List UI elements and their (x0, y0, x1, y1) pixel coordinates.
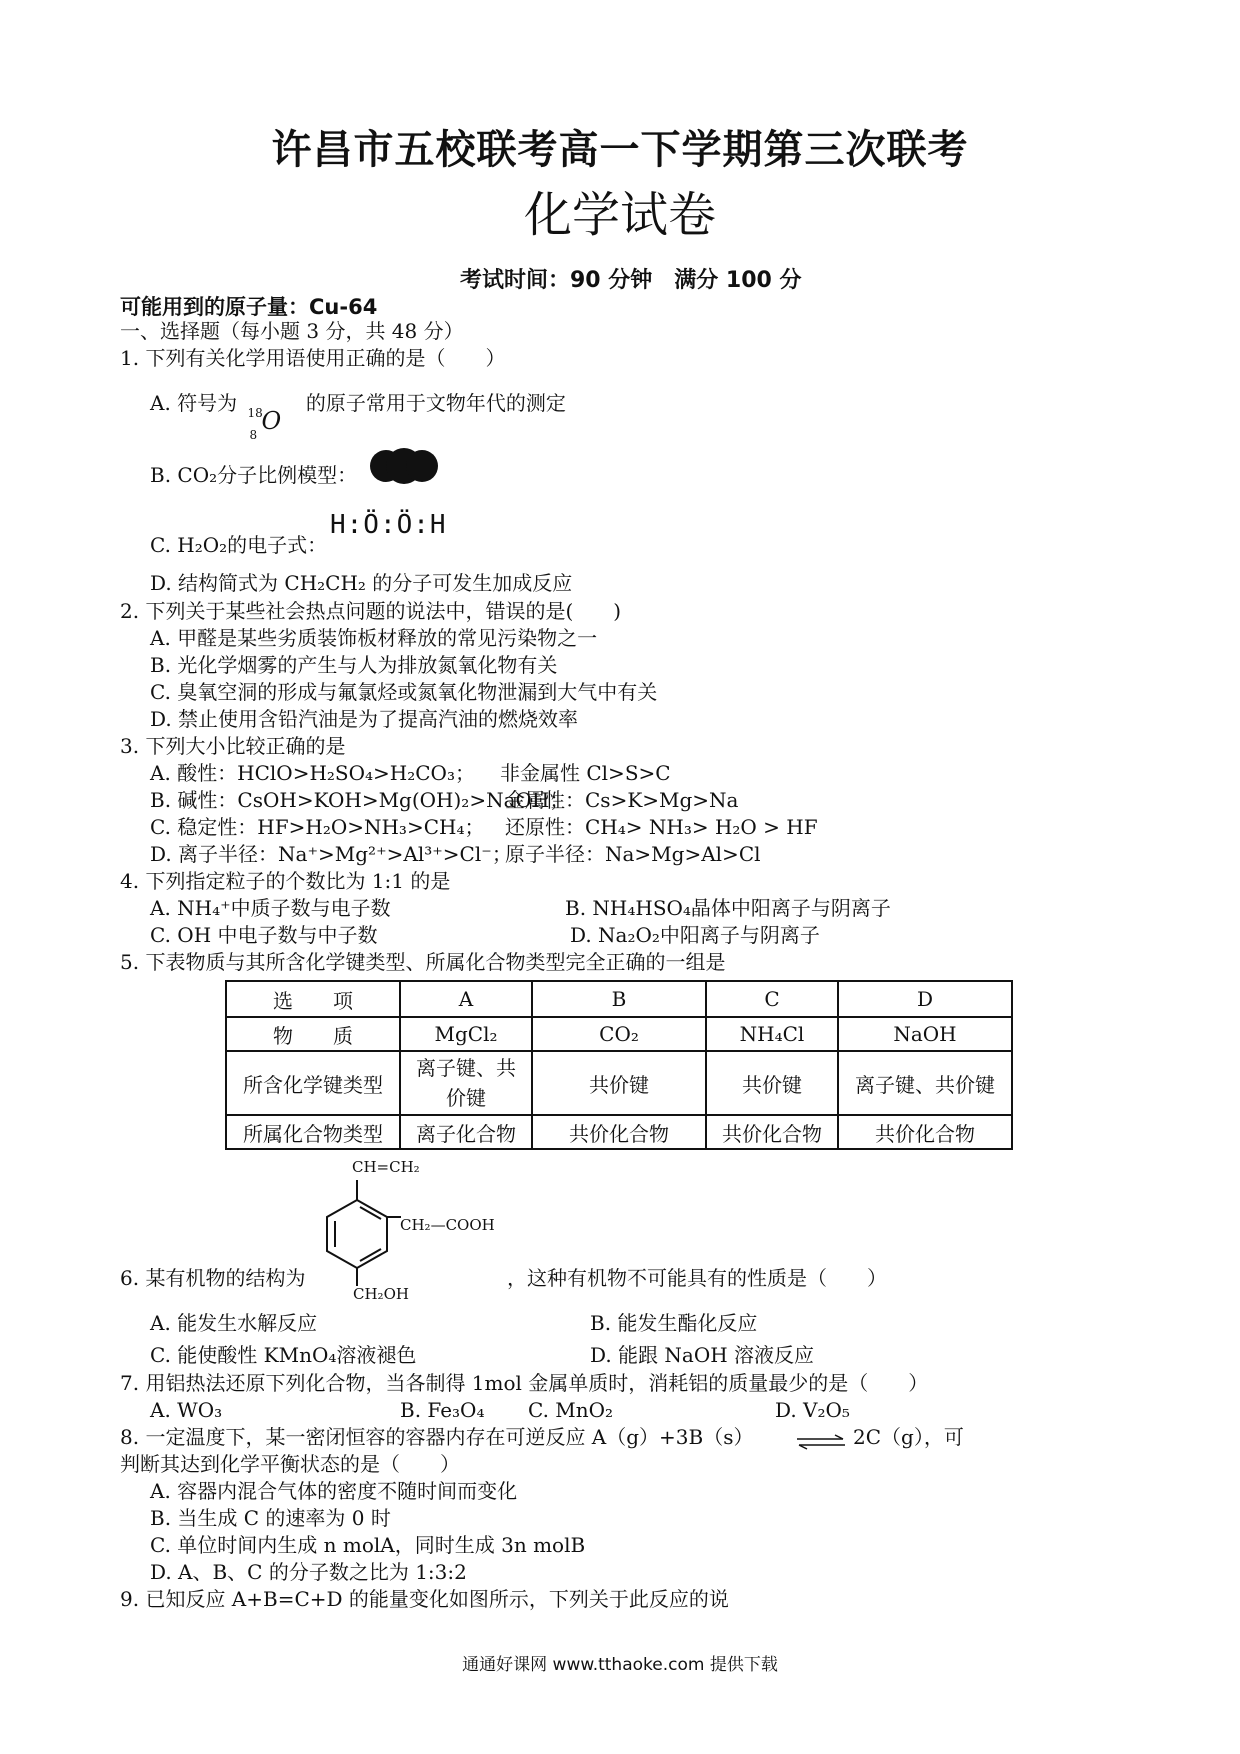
q3-option-c: C. 稳定性：HF>H₂O>NH₃>CH₄； (150, 815, 485, 839)
q3-option-a: A. 酸性：HClO>H₂SO₄>H₂CO₃； (150, 761, 475, 785)
q2-option-c: C. 臭氧空洞的形成与氟氯烃或氮氧化物泄漏到大气中有关 (150, 680, 658, 704)
q1-option-b (150, 462, 357, 488)
q1-b-text: B. CO₂分子比例模型： (150, 463, 358, 487)
q4-stem: 4. 下列指定粒子的个数比为 1:1 的是 (120, 869, 451, 893)
q1-option-a (150, 390, 566, 442)
q3-option-b: B. 碱性：CsOH>KOH>Mg(OH)₂>NaOH； (150, 788, 570, 812)
table-cell: 共价键 (706, 1051, 838, 1115)
q8-option-a: A. 容器内混合气体的密度不随时间而变化 (150, 1479, 518, 1503)
q1-a-element: O (261, 407, 282, 435)
q1-a-suffix: 的原子常用于文物年代的测定 (305, 391, 566, 415)
mol-ch2oh-group: CH₂OH (353, 1285, 409, 1303)
table-row (226, 1017, 1012, 1051)
table-cell: 共价化合物 (532, 1115, 706, 1149)
table-cell: D (838, 981, 1012, 1017)
q7-stem: 7. 用铝热法还原下列化合物，当各制得 1mol 金属单质时，消耗铝的质量最少的是（ ） (120, 1371, 929, 1395)
table-cell: 共价化合物 (838, 1115, 1012, 1149)
q9-stem: 9. 已知反应 A+B=C+D 的能量变化如图所示，下列关于此反应的说 (120, 1587, 729, 1611)
exam-title: 许昌市五校联考高一下学期第三次联考 (271, 127, 969, 173)
q6-stem: 6. 某有机物的结构为 (120, 1266, 306, 1290)
q1-a-prefix: A. 符号为 (150, 391, 238, 415)
q6-stem-end: ，这种有机物不可能具有的性质是（ ） (507, 1266, 887, 1290)
table-cell: 所属化合物类型 (226, 1115, 400, 1149)
table-cell: 离子键、共价键 (400, 1051, 532, 1115)
q3-option-d: D. 离子半径：Na⁺>Mg²⁺>Al³⁺>Cl⁻； (150, 842, 512, 866)
table-cell: NaOH (838, 1017, 1012, 1051)
h2o2-electron-formula: H:Ö:Ö:H (330, 510, 447, 540)
table-cell: B (532, 981, 706, 1017)
q8-stem-line1: 8. 一定温度下，某一密闭恒容的容器内存在可逆反应 A（g）+3B（s） (120, 1425, 754, 1449)
q6-option-a: A. 能发生水解反应 (150, 1311, 318, 1335)
table-cell: 离子键、共价键 (838, 1051, 1012, 1115)
table-row (226, 981, 1012, 1017)
q2-option-b: B. 光化学烟雾的产生与人为排放氮氧化物有关 (150, 653, 558, 677)
page-footer: 通通好课网 www.tthaoke.com 提供下载 (462, 1655, 778, 1675)
q5-stem: 5. 下表物质与其所含化学键类型、所属化合物类型完全正确的一组是 (120, 950, 726, 974)
q3-option-b-right: 金属性：Cs>K>Mg>Na (505, 788, 739, 812)
q6-option-b: B. 能发生酯化反应 (590, 1311, 758, 1335)
table-row (226, 1115, 1012, 1149)
q8-option-d: D. A、B、C 的分子数之比为 1:3:2 (150, 1560, 467, 1584)
q8-stem-line2: 判断其达到化学平衡状态的是（ ） (120, 1452, 460, 1476)
table-cell: NH₄Cl (706, 1017, 838, 1051)
q3-option-d-right: 原子半径：Na>Mg>Al>Cl (505, 842, 761, 866)
co2-space-filling-model (368, 448, 440, 484)
equilibrium-arrows-icon (795, 1434, 847, 1450)
q6-option-c: C. 能使酸性 KMnO₄溶液褪色 (150, 1343, 417, 1367)
table-cell: A (400, 981, 532, 1017)
table-cell: CO₂ (532, 1017, 706, 1051)
q8-stem-line1-end: 2C（g），可 (853, 1425, 964, 1449)
atomic-mass-note: 可能用到的原子量：Cu-64 (120, 295, 378, 319)
table-row (226, 1051, 1012, 1115)
table-cell: 选 项 (226, 981, 400, 1017)
q1-a-atomic-number: 8 (249, 428, 258, 442)
q5-table (225, 980, 1013, 1150)
exam-subtitle: 化学试卷 (523, 187, 716, 243)
q1-a-mass-number: 18 (247, 406, 263, 420)
table-cell: 物 质 (226, 1017, 400, 1051)
table-cell: 共价键 (532, 1051, 706, 1115)
q6-option-d: D. 能跟 NaOH 溶液反应 (590, 1343, 815, 1367)
section-heading: 一、选择题（每小题 3 分，共 48 分） (120, 319, 464, 343)
table-cell: C (706, 981, 838, 1017)
exam-info: 考试时间：90 分钟 满分 100 分 (460, 268, 802, 293)
q2-stem: 2. 下列关于某些社会热点问题的说法中，错误的是( ) (120, 599, 622, 623)
q3-option-c-right: 还原性：CH₄> NH₃> H₂O > HF (505, 815, 818, 839)
q4-option-c: C. OH 中电子数与中子数 (150, 923, 378, 947)
q7-option-c: C. MnO₂ (528, 1398, 614, 1422)
q4-option-d: D. Na₂O₂中阳离子与阴离子 (570, 923, 820, 947)
mol-ch2cooh-group: CH₂—COOH (400, 1216, 495, 1234)
q7-option-d: D. V₂O₅ (775, 1398, 850, 1422)
q7-option-b: B. Fe₃O₄ (400, 1398, 485, 1422)
table-cell: MgCl₂ (400, 1017, 532, 1051)
q8-option-b: B. 当生成 C 的速率为 0 时 (150, 1506, 391, 1530)
q3-stem: 3. 下列大小比较正确的是 (120, 734, 346, 758)
table-cell: 共价化合物 (706, 1115, 838, 1149)
q7-option-a: A. WO₃ (150, 1398, 223, 1422)
q1-option-d: D. 结构简式为 CH₂CH₂ 的分子可发生加成反应 (150, 571, 573, 595)
q3-option-a-right: 非金属性 Cl>S>C (500, 761, 671, 785)
q1-stem: 1. 下列有关化学用语使用正确的是（ ） (120, 346, 506, 370)
table-cell: 所含化学键类型 (226, 1051, 400, 1115)
table-cell: 离子化合物 (400, 1115, 532, 1149)
q1-option-c (150, 532, 327, 558)
q2-option-a: A. 甲醛是某些劣质装饰板材释放的常见污染物之一 (150, 626, 598, 650)
q2-option-d: D. 禁止使用含铅汽油是为了提高汽油的燃烧效率 (150, 707, 579, 731)
q4-option-a: A. NH₄⁺中质子数与电子数 (150, 896, 391, 920)
q4-option-b: B. NH₄HSO₄晶体中阳离子与阴离子 (565, 896, 891, 920)
benzene-ring-structure (325, 1178, 405, 1290)
mol-vinyl-group: CH=CH₂ (352, 1158, 420, 1176)
q8-option-c: C. 单位时间内生成 n molA，同时生成 3n molB (150, 1533, 586, 1557)
q1-c-text: C. H₂O₂的电子式： (150, 533, 328, 557)
